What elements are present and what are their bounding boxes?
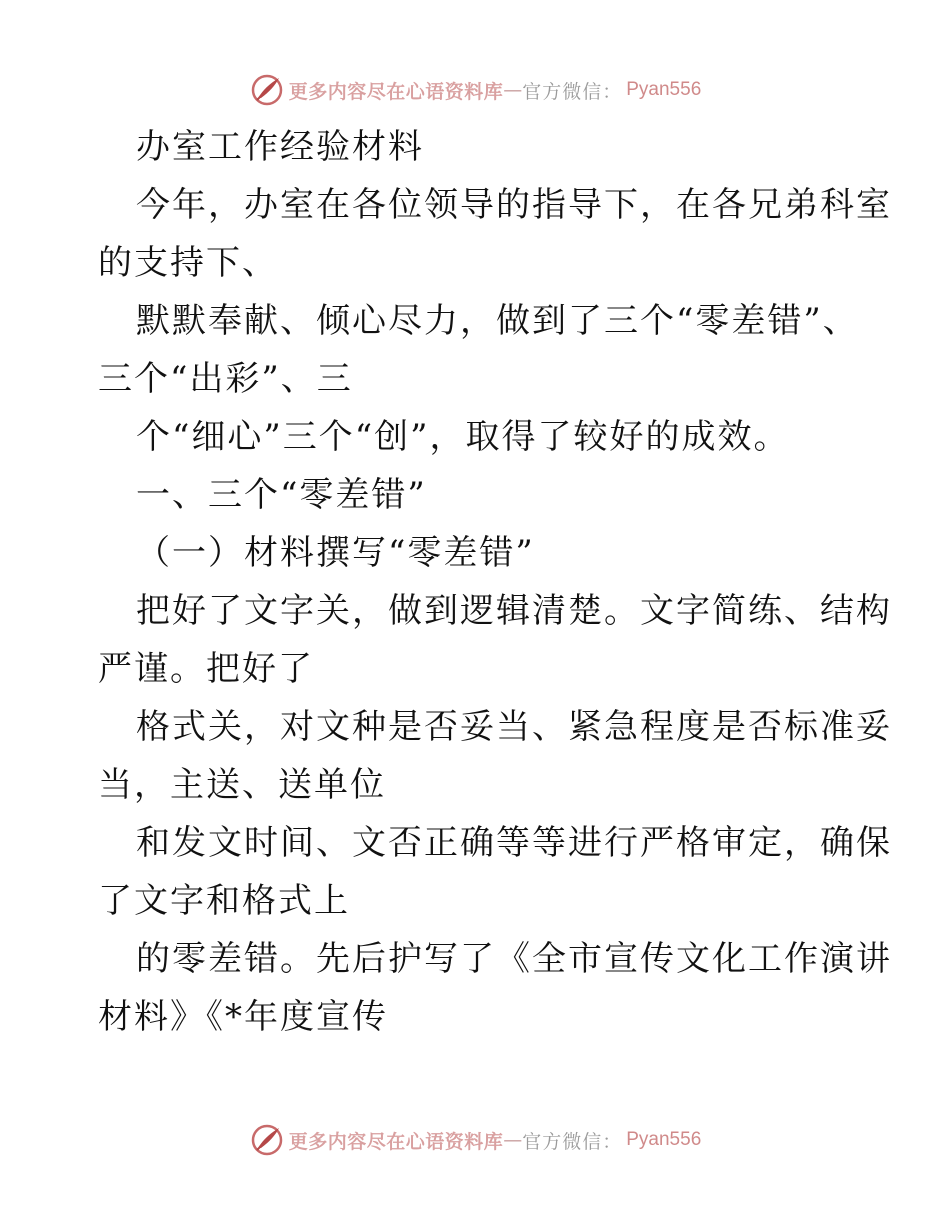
paragraph-line: 今年，办室在各位领导的指导下，在各兄弟科室	[136, 185, 892, 225]
footer-watermark	[0, 1120, 950, 1160]
paragraph-line: 格式关，对文种是否妥当、紧急程度是否标准妥	[136, 707, 892, 747]
watermark-official-label: 官方微信：	[522, 80, 623, 103]
paragraph-line: 当，主送、送单位	[98, 765, 386, 805]
paragraph-line: 材料》《*年度宣传	[98, 997, 388, 1037]
paragraph-line: 把好了文字关，做到逻辑清楚。文字简练、结构	[136, 591, 892, 631]
watermark-wechat-id: Pyan556	[626, 79, 702, 100]
paragraph-line: 的零差错。先后护写了《全市宣传文化工作演讲	[136, 939, 892, 979]
header-watermark	[0, 70, 950, 110]
paragraph-line: 的支持下、	[98, 243, 278, 283]
watermark-brand: 更多内容尽在心语资料库	[288, 1130, 504, 1153]
section-heading: 一、三个“零差错”	[136, 475, 427, 515]
watermark-official-label: 官方微信：	[522, 1130, 623, 1153]
watermark-dash: —	[503, 79, 523, 101]
paragraph-line: 了文字和格式上	[98, 881, 350, 921]
document-title: 办室工作经验材料	[136, 127, 424, 167]
paragraph-line: 和发文时间、文否正确等等进行严格审定，确保	[136, 823, 892, 863]
paragraph-line: 严谨。把好了	[98, 649, 314, 689]
subsection-heading: （一）材料撰写“零差错”	[136, 533, 535, 573]
paragraph-line: 默默奉献、倾心尽力，做到了三个“零差错”、	[136, 301, 859, 341]
quill-logo-icon	[249, 1122, 285, 1158]
quill-logo-icon	[249, 72, 285, 108]
watermark-wechat-id: Pyan556	[626, 1129, 702, 1150]
watermark-dash: —	[503, 1129, 523, 1151]
document-body	[98, 118, 892, 1046]
watermark-brand: 更多内容尽在心语资料库	[288, 80, 504, 103]
paragraph-line: 个“细心”三个“创”，取得了较好的成效。	[136, 417, 790, 457]
paragraph-line: 三个“出彩”、三	[98, 359, 353, 399]
